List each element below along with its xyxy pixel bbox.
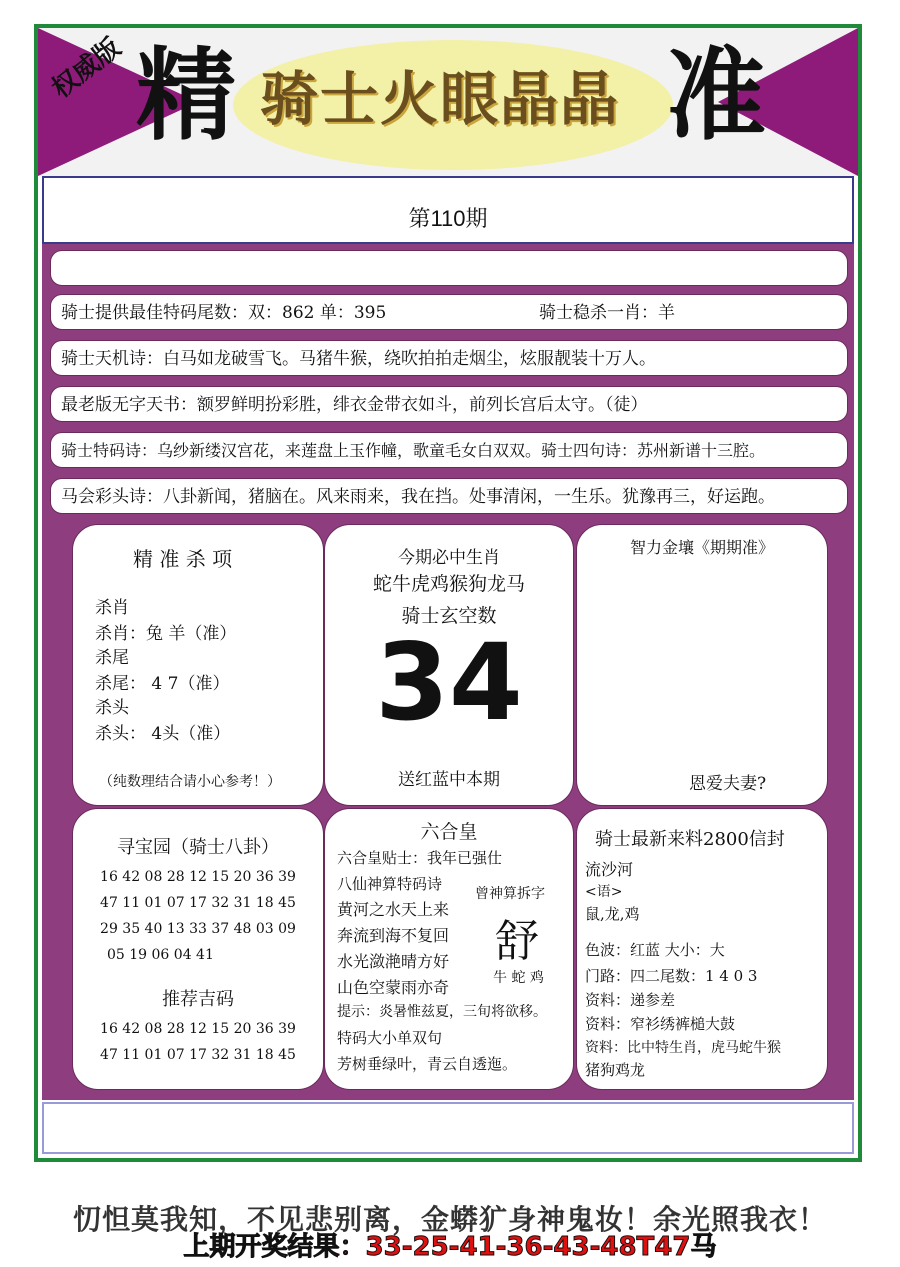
kill-note: （纯数理结合请小心参考！）	[99, 774, 281, 790]
kill-line: 杀肖：兔 羊（准）	[95, 624, 237, 644]
kill-box	[72, 524, 324, 806]
lhh-tip: 提示：炎暑惟兹夏，三旬将欲移。	[337, 1004, 547, 1020]
bottom-empty-bar	[42, 1102, 854, 1154]
kill-line: 杀肖	[95, 598, 129, 618]
must-hit-zodiacs: 蛇牛虎鸡猴狗龙马	[372, 573, 525, 595]
zhili-box	[576, 524, 828, 806]
latest-info-box	[576, 808, 828, 1090]
lhh-line: 八仙神算特码诗	[337, 875, 443, 893]
book-text: 最老版无字天书：额罗鲜明扮彩胜，绯衣金带衣如斗，前列长宫后太守。（徒）	[61, 395, 648, 415]
recommend-row: 16 42 08 28 12 15 20 36 39	[100, 1021, 296, 1037]
horse-text: 马会彩头诗：八卦新闻，猪脑在。风来雨来，我在挡。处事清闲，一生乐。犹豫再三，好运跑。	[61, 487, 775, 507]
special-row	[50, 432, 848, 468]
must-hit-title: 今期必中生肖	[398, 548, 500, 568]
issue-bar	[42, 176, 854, 244]
latest-line: 色波：红蓝 大小：大	[585, 941, 725, 959]
lhh-line: 黄河之水天上来	[337, 900, 450, 919]
poem-row	[50, 340, 848, 376]
big-char-left: 精	[136, 37, 236, 154]
poem-text: 骑士天机诗：白马如龙破雪飞。马猪牛猴，绕吹拍拍走烟尘，炫服靓装十万人。	[61, 349, 656, 369]
latest-line: 鼠,龙,鸡	[585, 905, 640, 923]
latest-title: 骑士最新来料2800信封	[595, 829, 785, 850]
page-title: 骑士火眼晶晶	[260, 65, 621, 133]
latest-line: 资料：窄衫绣裤槌大鼓	[585, 1015, 736, 1033]
page-frame	[34, 24, 862, 1162]
must-hit-footer: 送红蓝中本期	[398, 770, 500, 790]
lhh-line: 奔流到海不复回	[337, 926, 450, 945]
horse-row	[50, 478, 848, 514]
treasure-row: 29 35 40 13 33 37 48 03 09	[100, 921, 296, 937]
tail-number-text: 骑士提供最佳特码尾数：双：862 单：395	[61, 303, 387, 323]
lhh-line: 水光潋滟晴方好	[337, 952, 450, 971]
latest-line: 资料：递参差	[585, 991, 676, 1009]
last-result: 上期开奖结果：33-25-41-36-43-48T47马	[183, 1232, 717, 1262]
zhili-title: 智力金壤《期期准》	[629, 538, 774, 557]
lhh-line: 山色空蒙雨亦奇	[337, 978, 450, 997]
kill-line: 杀头	[95, 698, 129, 718]
latest-line: 门路：四二尾数：1 4 0 3	[585, 967, 758, 985]
zeng-title: 曾神算拆字	[475, 886, 545, 902]
issue-number: 第110期	[408, 206, 488, 231]
treasure-row: 16 42 08 28 12 15 20 36 39	[100, 869, 296, 885]
header-banner	[38, 28, 858, 176]
latest-line: <语>	[585, 884, 623, 900]
kill-line: 杀尾： 4 7（准）	[95, 674, 230, 694]
recommend-title: 推荐吉码	[162, 989, 234, 1010]
liuhehuang-box	[324, 808, 574, 1090]
latest-line: 流沙河	[585, 860, 634, 879]
latest-line: 资料：比中特生肖，虎马蛇牛猴	[585, 1040, 781, 1056]
kill-line: 杀头： 4头（准）	[95, 724, 231, 744]
empty-row	[50, 250, 848, 286]
footer-poem: 忉怛莫我知，不见悲别离，金蟒犷身神鬼妆！余光照我衣！	[72, 1203, 827, 1236]
kill-box-title: 精 准 杀 项	[133, 547, 233, 571]
liuhehuang-title: 六合皇	[420, 821, 478, 843]
content-panel	[42, 244, 854, 1100]
recommend-row: 47 11 01 07 17 32 31 18 45	[100, 1047, 296, 1063]
xuankong-number: 34	[375, 621, 523, 744]
treasure-row: 05 19 06 04 41	[107, 947, 214, 963]
lhh-line: 芳树垂绿叶，青云自透迤。	[337, 1055, 518, 1073]
treasure-row: 47 11 01 07 17 32 31 18 45	[100, 895, 296, 911]
treasure-box	[72, 808, 324, 1090]
edition-label: 权威版	[46, 32, 127, 105]
lhh-line: 六合皇贴士：我年已强仕	[337, 849, 503, 867]
book-row	[50, 386, 848, 422]
lhh-line: 特码大小单双句	[337, 1029, 443, 1047]
latest-line: 猪狗鸡龙	[585, 1061, 646, 1079]
zeng-character: 舒	[495, 916, 539, 967]
special-text: 骑士特码诗：乌纱新缕汉宫花，来莲盘上玉作幢，歌童毛女白双双。骑士四句诗：苏州新谱十三腔。	[61, 441, 766, 460]
must-hit-box	[324, 524, 574, 806]
zhili-answer: 恩爱夫妻?	[689, 774, 767, 794]
treasure-title: 寻宝园（骑士八卦）	[117, 837, 279, 858]
kill-line: 杀尾	[95, 648, 129, 668]
big-char-right: 准	[666, 37, 766, 154]
xuankong-title: 骑士玄空数	[401, 605, 497, 627]
zeng-zodiac: 牛 蛇 鸡	[493, 970, 544, 986]
tail-number-row	[50, 294, 848, 330]
kill-one-text: 骑士稳杀一肖：羊	[539, 303, 675, 323]
